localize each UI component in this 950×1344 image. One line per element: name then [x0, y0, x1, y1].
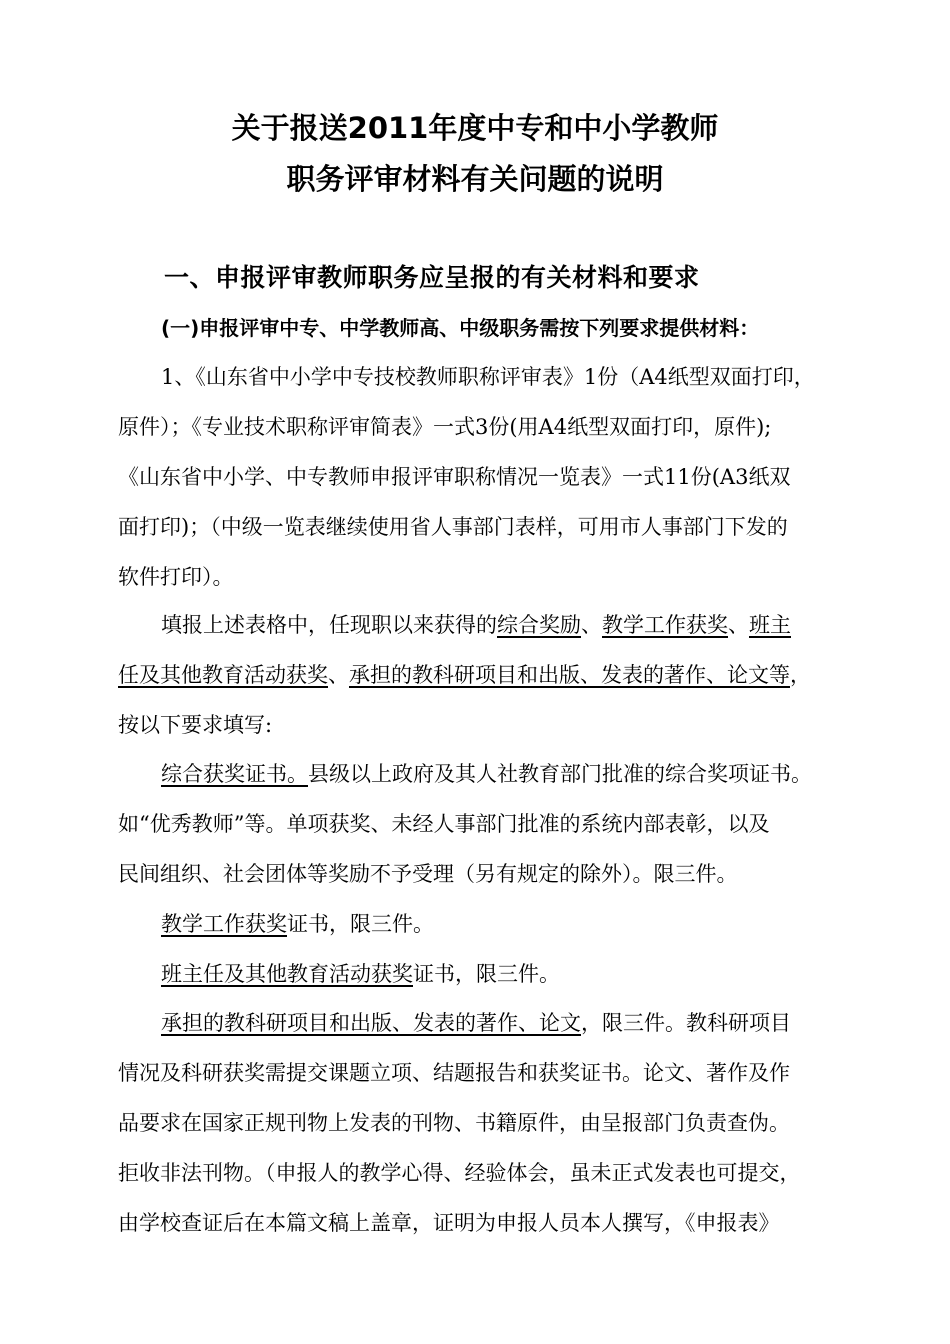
underlined-term: 教学工作获奖	[602, 613, 728, 637]
underlined-term: 班主任及其他教育活动获奖	[161, 962, 413, 986]
paragraph-1-line-3: 《山东省中小学、中专教师申报评审职称情况一览表》一式11份(A3纸双	[118, 465, 791, 489]
underlined-term: 教学工作获奖	[161, 912, 287, 936]
underlined-term: 班主	[749, 613, 791, 637]
text-span: ，	[790, 663, 811, 687]
text-span: 填报上述表格中，任现职以来获得的	[161, 613, 497, 637]
text-span: 县级以上政府及其人社教育部门批准的综合奖项证书。	[308, 762, 812, 786]
paragraph-1-line-2: 原件）；《专业技术职称评审简表》一式3份(用A4纸型双面打印，原件);	[118, 415, 772, 439]
paragraph-6-line-2: 情况及科研获奖需提交课题立项、结题报告和获奖证书。论文、著作及作	[118, 1061, 790, 1085]
document-title-line-1: 关于报送2011年度中专和中小学教师	[231, 111, 719, 145]
paragraph-2-line-2	[118, 660, 811, 690]
paragraph-3-line-2: 如“优秀教师”等。单项获奖、未经人事部门批准的系统内部表彰，以及	[118, 812, 770, 836]
paragraph-5-line-1	[161, 959, 560, 989]
paragraph-2-line-1	[161, 610, 791, 640]
text-span: 、	[328, 663, 349, 687]
document-title-line-2: 职务评审材料有关问题的说明	[286, 162, 664, 196]
paragraph-1-line-1: 1、《山东省中小学中专技校教师职称评审表》1份（A4纸型双面打印，	[161, 365, 815, 389]
paragraph-2-line-3: 按以下要求填写:	[118, 713, 273, 737]
paragraph-6-line-4: 拒收非法刊物。（申报人的教学心得、经验体会，虽未正式发表也可提交，	[118, 1161, 801, 1185]
paragraph-1-line-4: 面打印)；（中级一览表继续使用省人事部门表样，可用市人事部门下发的	[118, 515, 788, 539]
underlined-term: 承担的教科研项目和出版、发表的著作、论文等	[349, 663, 790, 687]
underlined-term: 综合奖励	[497, 613, 581, 637]
paragraph-3-line-1	[161, 759, 812, 789]
underlined-term: 承担的教科研项目和出版、发表的著作、论文	[161, 1011, 581, 1035]
text-span: ，限三件。教科研项目	[581, 1011, 791, 1035]
paragraph-6-line-1	[161, 1008, 791, 1038]
paragraph-6-line-3: 品要求在国家正规刊物上发表的刊物、书籍原件，由呈报部门负责查伪。	[118, 1111, 790, 1135]
text-span: 证书，限三件。	[287, 912, 434, 936]
paragraph-3-line-3: 民间组织、社会团体等奖励不予受理（另有规定的除外）。限三件。	[118, 862, 738, 886]
paragraph-6-line-5: 由学校查证后在本篇文稿上盖章，证明为申报人员本人撰写，《申报表》	[118, 1211, 780, 1235]
paragraph-4-line-1	[161, 909, 434, 939]
subsection-heading-1: (一)申报评审中专、中学教师高、中级职务需按下列要求提供材料：	[161, 316, 760, 340]
underlined-term: 综合获奖证书。	[161, 762, 308, 786]
paragraph-1-line-5: 软件打印）。	[118, 565, 234, 589]
text-span: 、	[728, 613, 749, 637]
underlined-term: 任及其他教育活动获奖	[118, 663, 328, 687]
text-span: 证书，限三件。	[413, 962, 560, 986]
section-heading-1: 一、申报评审教师职务应呈报的有关材料和要求	[164, 263, 700, 292]
text-span: 、	[581, 613, 602, 637]
